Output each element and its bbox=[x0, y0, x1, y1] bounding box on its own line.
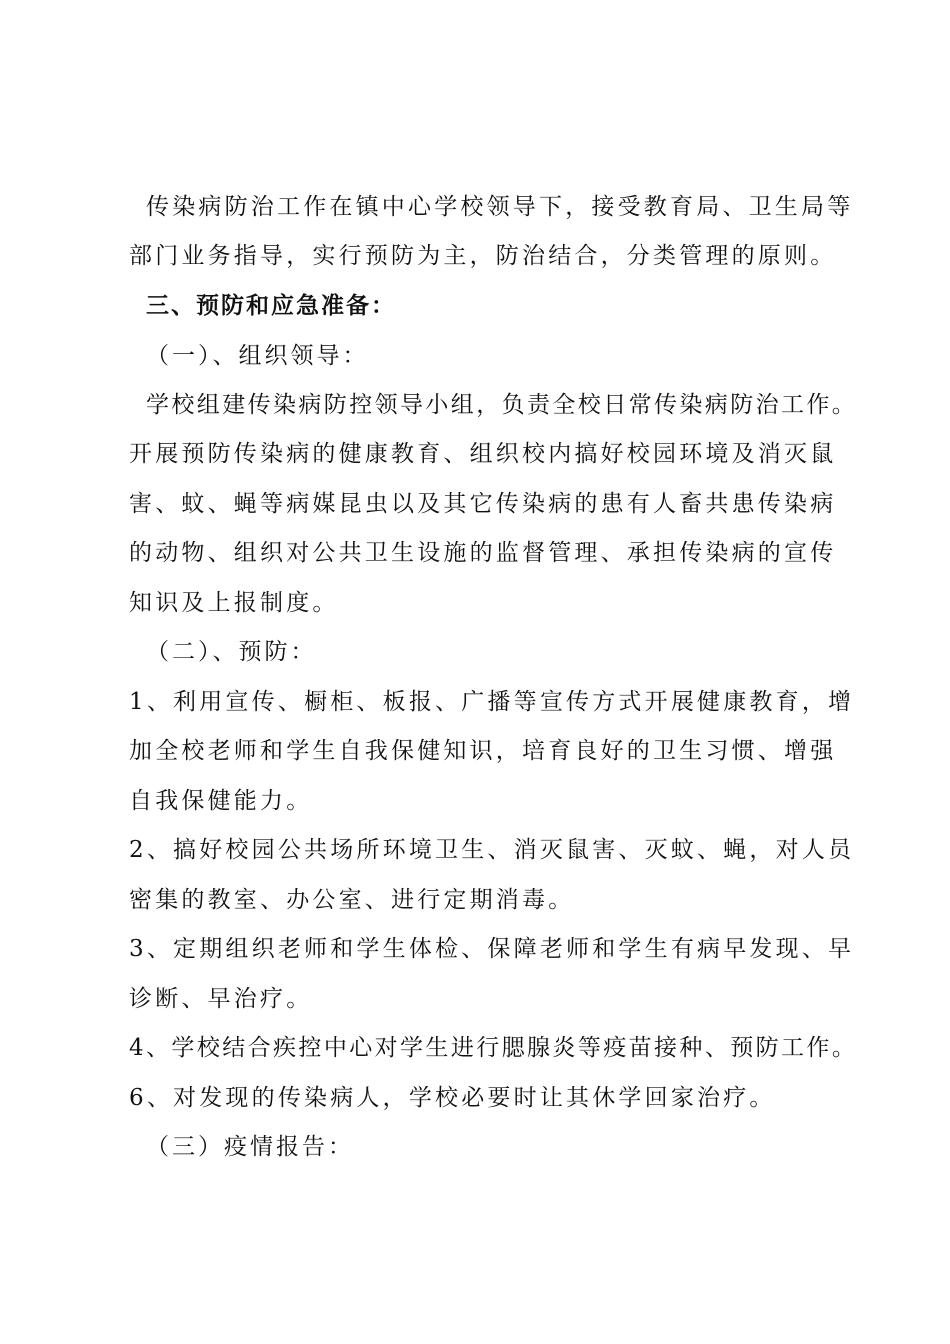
subsection-heading: （一）、组织领导： bbox=[146, 343, 369, 369]
list-item-line: 加全校老师和学生自我保健知识，培育良好的卫生习惯、增强 bbox=[129, 738, 837, 764]
list-item-line: 诊断、早治疗。 bbox=[129, 986, 313, 1012]
paragraph-line: 开展预防传染病的健康教育、组织校内搞好校园环境及消灭鼠 bbox=[129, 441, 837, 467]
list-item-line: 密集的教室、办公室、进行定期消毒。 bbox=[129, 887, 575, 913]
list-item-line: 3、定期组织老师和学生体检、保障老师和学生有病早发现、早 bbox=[129, 936, 855, 962]
paragraph-line: 害、蚊、蝇等病媒昆虫以及其它传染病的患有人畜共患传染病 bbox=[129, 491, 837, 517]
list-item-line: 自我保健能力。 bbox=[129, 788, 313, 814]
paragraph-line: 知识及上报制度。 bbox=[129, 590, 339, 616]
subsection-heading: （三）疫情报告： bbox=[146, 1134, 354, 1160]
paragraph-line: 传染病防治工作在镇中心学校领导下，接受教育局、卫生局等 bbox=[146, 194, 854, 220]
section-heading: 三、预防和应急准备： bbox=[146, 293, 396, 319]
paragraph-line: 部门业务指导，实行预防为主，防治结合，分类管理的原则。 bbox=[129, 243, 837, 269]
list-item-line: 2、搞好校园公共场所环境卫生、消灭鼠害、灭蚊、蝇，对人员 bbox=[129, 837, 855, 863]
list-item-line: 6、对发现的传染病人，学校必要时让其休学回家治疗。 bbox=[129, 1085, 776, 1111]
list-item-line: 4、学校结合疾控中心对学生进行腮腺炎等疫苗接种、预防工作。 bbox=[129, 1035, 858, 1061]
paragraph-line: 的动物、组织对公共卫生设施的监督管理、承担传染病的宣传 bbox=[129, 540, 837, 566]
subsection-heading: （二）、预防： bbox=[146, 639, 317, 665]
paragraph-line: 学校组建传染病防控领导小组，负责全校日常传染病防治工作。 bbox=[146, 392, 858, 418]
list-item-line: 1、利用宣传、橱柜、板报、广播等宣传方式开展健康教育，增 bbox=[129, 689, 855, 715]
